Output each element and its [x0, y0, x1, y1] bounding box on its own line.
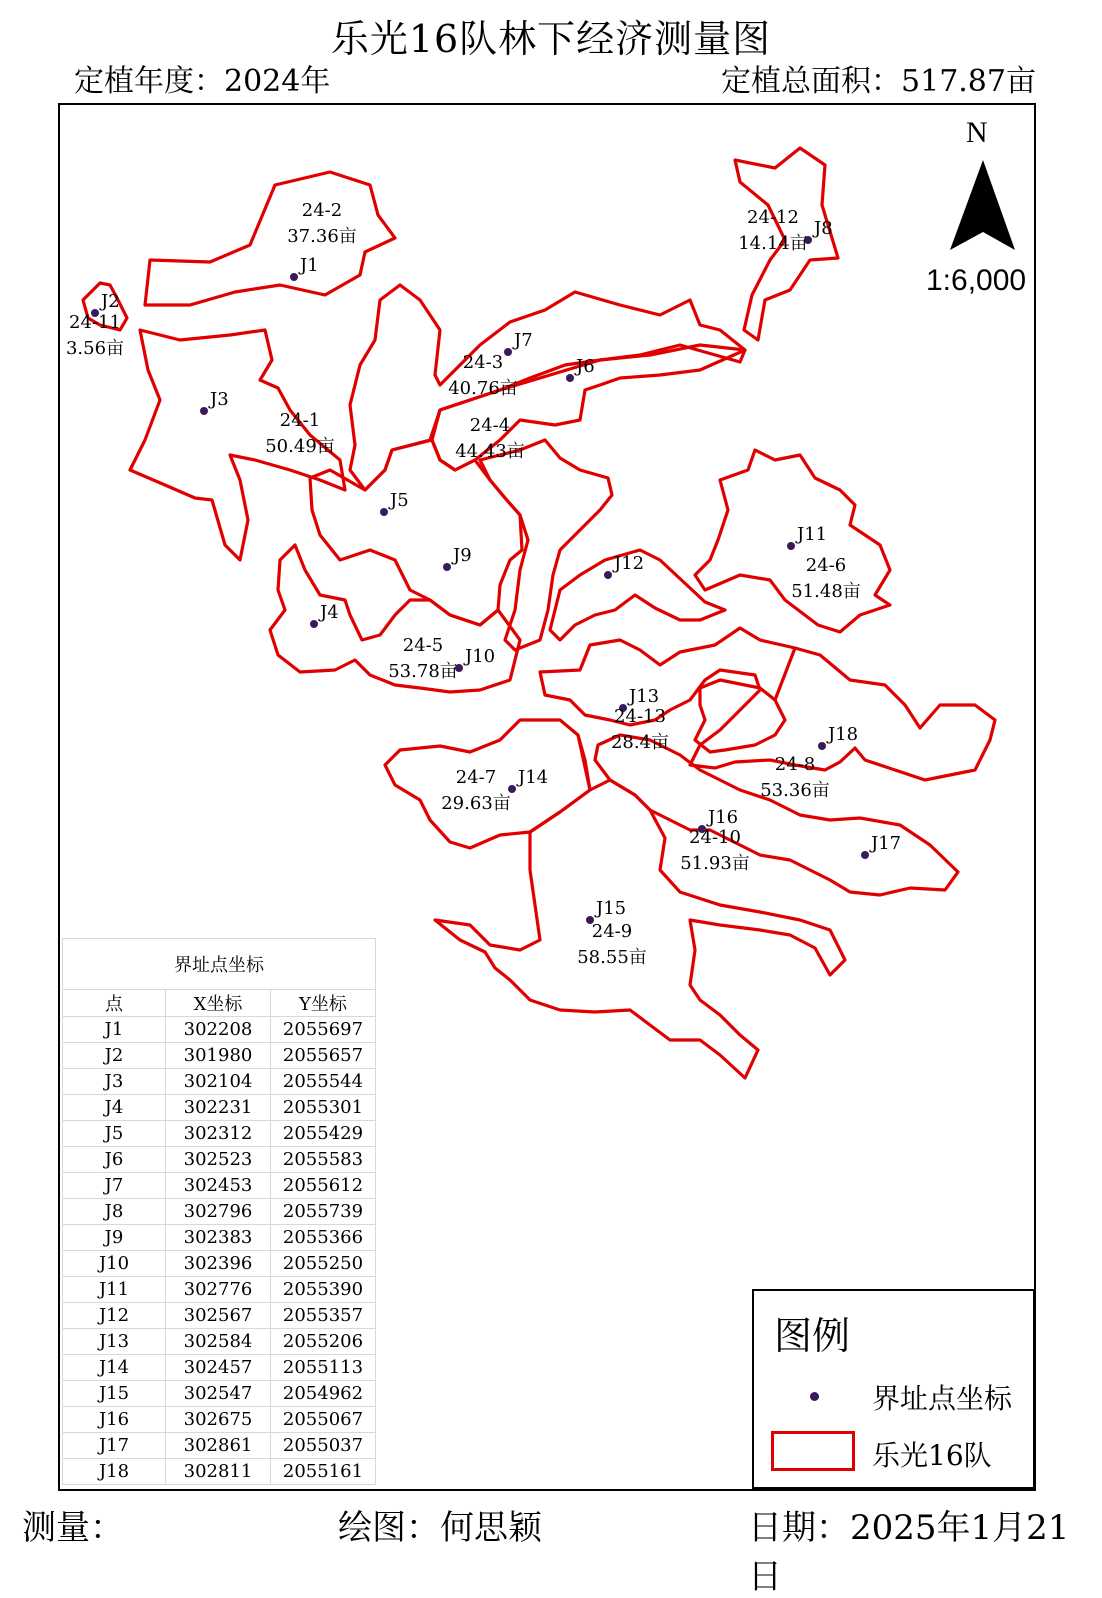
survey-point-label: J8 — [814, 218, 833, 239]
survey-point-label: J1 — [300, 255, 319, 276]
survey-point-label: J6 — [576, 356, 595, 377]
table-row — [63, 1251, 376, 1277]
legend-title: 图例 — [774, 1314, 851, 1358]
parcel-id-label: 24-11 — [69, 312, 121, 333]
footer-surveyor: 测量： — [22, 1508, 124, 1548]
legend-point-icon — [810, 1392, 819, 1401]
table-cell-x: 302796 — [166, 1199, 271, 1225]
parcel-id-label: 24-9 — [591, 921, 633, 942]
table-cell-y: 2055697 — [271, 1017, 376, 1043]
table-cell-x: 302584 — [166, 1329, 271, 1355]
parcel-area-label: 51.93亩 — [680, 853, 750, 874]
parcel-area-label: 51.48亩 — [791, 581, 861, 602]
table-cell-point: J17 — [63, 1433, 166, 1459]
table-cell-y: 2055301 — [271, 1095, 376, 1121]
survey-point-label: J13 — [629, 686, 660, 707]
table-cell-x: 302523 — [166, 1147, 271, 1173]
footer-drafter: 绘图：何思颖 — [338, 1508, 542, 1548]
legend-point-label: 界址点坐标 — [872, 1382, 1013, 1415]
table-cell-point: J1 — [63, 1017, 166, 1043]
table-row — [63, 1355, 376, 1381]
table-cell-point: J3 — [63, 1069, 166, 1095]
parcel-area-label: 40.76亩 — [448, 378, 518, 399]
table-row — [63, 1433, 376, 1459]
table-cell-x: 302453 — [166, 1173, 271, 1199]
table-cell-x: 302312 — [166, 1121, 271, 1147]
survey-point-marker — [787, 542, 795, 550]
table-cell-point: J13 — [63, 1329, 166, 1355]
table-cell-y: 2055366 — [271, 1225, 376, 1251]
table-row — [63, 1069, 376, 1095]
parcel-id-label: 24-3 — [462, 352, 504, 373]
table-cell-point: J7 — [63, 1173, 166, 1199]
table-cell-y: 2055037 — [271, 1433, 376, 1459]
survey-point-marker — [310, 620, 318, 628]
coordinate-table-body — [63, 1017, 376, 1485]
survey-point-label: J3 — [210, 389, 229, 410]
survey-point-marker — [380, 508, 388, 516]
table-cell-y: 2054962 — [271, 1381, 376, 1407]
parcel-id-label: 24-5 — [402, 635, 444, 656]
table-cell-point: J18 — [63, 1459, 166, 1485]
table-cell-x: 301980 — [166, 1043, 271, 1069]
parcel-area-label: 28.4亩 — [610, 732, 670, 753]
parcel-id-label: 24-4 — [469, 415, 511, 436]
table-cell-x: 302208 — [166, 1017, 271, 1043]
parcel-area-label: 50.49亩 — [265, 436, 335, 457]
survey-point-label: J16 — [708, 807, 739, 828]
table-cell-y: 2055583 — [271, 1147, 376, 1173]
parcel-id-label: 24-2 — [301, 200, 343, 221]
parcel-id-label: 24-8 — [774, 754, 816, 775]
table-row — [63, 1303, 376, 1329]
table-cell-y: 2055429 — [271, 1121, 376, 1147]
table-row — [63, 1095, 376, 1121]
parcel-area-label: 53.36亩 — [760, 780, 830, 801]
coordinate-table — [62, 938, 376, 1485]
survey-point-marker — [861, 851, 869, 859]
parcel-area-label: 37.36亩 — [287, 226, 357, 247]
table-cell-x: 302396 — [166, 1251, 271, 1277]
table-cell-x: 302776 — [166, 1277, 271, 1303]
table-cell-y: 2055206 — [271, 1329, 376, 1355]
table-cell-point: J6 — [63, 1147, 166, 1173]
table-cell-x: 302861 — [166, 1433, 271, 1459]
table-cell-x: 302457 — [166, 1355, 271, 1381]
parcel-area-label: 3.56亩 — [65, 338, 125, 359]
parcel-area-label: 58.55亩 — [577, 947, 647, 968]
parcel-id-label: 24-13 — [614, 706, 666, 727]
table-row — [63, 1017, 376, 1043]
parcel-id-label: 24-1 — [279, 410, 321, 431]
map-title: 乐光16队林下经济测量图 — [330, 17, 772, 61]
survey-point-label: J17 — [871, 833, 902, 854]
table-cell-x: 302104 — [166, 1069, 271, 1095]
table-row — [63, 1459, 376, 1485]
parcel-area-label: 29.63亩 — [441, 793, 511, 814]
parcel-id-label: 24-7 — [455, 767, 497, 788]
table-cell-y: 2055357 — [271, 1303, 376, 1329]
table-row — [63, 1277, 376, 1303]
table-cell-x: 302811 — [166, 1459, 271, 1485]
table-cell-point: J4 — [63, 1095, 166, 1121]
survey-point-marker — [290, 273, 298, 281]
planting-year: 定植年度：2024年 — [74, 64, 331, 99]
table-cell-point: J10 — [63, 1251, 166, 1277]
table-cell-point: J5 — [63, 1121, 166, 1147]
table-row — [63, 1407, 376, 1433]
table-cell-point: J11 — [63, 1277, 166, 1303]
table-cell-point: J2 — [63, 1043, 166, 1069]
table-cell-point: J16 — [63, 1407, 166, 1433]
table-cell-x: 302567 — [166, 1303, 271, 1329]
survey-point-label: J10 — [465, 646, 496, 667]
table-cell-point: J14 — [63, 1355, 166, 1381]
table-cell-y: 2055250 — [271, 1251, 376, 1277]
table-row — [63, 1381, 376, 1407]
parcel-area-label: 53.78亩 — [388, 661, 458, 682]
survey-point-label: J5 — [390, 490, 409, 511]
survey-point-label: J14 — [518, 767, 549, 788]
total-area: 定植总面积：517.87亩 — [721, 64, 1036, 99]
table-caption: 界址点坐标 — [63, 939, 376, 990]
survey-point-label: J11 — [797, 524, 828, 545]
footer-date: 日期：2025年1月21日 — [748, 1508, 1070, 1597]
parcel-labels — [66, 200, 861, 968]
survey-point-label: J15 — [596, 898, 627, 919]
table-cell-x: 302231 — [166, 1095, 271, 1121]
survey-point-label: J18 — [828, 724, 859, 745]
table-header-y: Y坐标 — [271, 990, 376, 1017]
parcel-id-label: 24-12 — [747, 207, 799, 228]
parcel-id-label: 24-6 — [805, 555, 847, 576]
table-cell-y: 2055161 — [271, 1459, 376, 1485]
table-row — [63, 1225, 376, 1251]
map-scale: 1:6,000 — [926, 264, 1027, 297]
table-row — [63, 1199, 376, 1225]
table-cell-point: J15 — [63, 1381, 166, 1407]
survey-point-label: J12 — [614, 553, 645, 574]
table-cell-y: 2055739 — [271, 1199, 376, 1225]
legend-area-label: 乐光16队 — [872, 1439, 992, 1472]
survey-point-marker — [508, 785, 516, 793]
parcel-id-label: 24-10 — [689, 827, 741, 848]
legend-area-icon — [771, 1431, 855, 1471]
survey-point-marker — [200, 407, 208, 415]
table-header-point: 点 — [63, 990, 166, 1017]
survey-point-label: J7 — [514, 330, 533, 351]
survey-point-label: J2 — [101, 291, 120, 312]
table-cell-y: 2055390 — [271, 1277, 376, 1303]
table-cell-y: 2055544 — [271, 1069, 376, 1095]
survey-point-marker — [818, 742, 826, 750]
table-cell-x: 302547 — [166, 1381, 271, 1407]
table-cell-point: J9 — [63, 1225, 166, 1251]
table-row — [63, 1329, 376, 1355]
table-row — [63, 1147, 376, 1173]
table-row — [63, 1121, 376, 1147]
table-row — [63, 1043, 376, 1069]
table-cell-y: 2055612 — [271, 1173, 376, 1199]
table-cell-y: 2055657 — [271, 1043, 376, 1069]
table-row — [63, 1173, 376, 1199]
parcel-area-label: 14.14亩 — [738, 233, 808, 254]
legend — [752, 1289, 1035, 1489]
survey-point-label: J4 — [320, 602, 339, 623]
table-cell-y: 2055067 — [271, 1407, 376, 1433]
table-cell-point: J12 — [63, 1303, 166, 1329]
table-header-x: X坐标 — [166, 990, 271, 1017]
table-cell-y: 2055113 — [271, 1355, 376, 1381]
survey-point-marker — [604, 571, 612, 579]
table-cell-x: 302383 — [166, 1225, 271, 1251]
table-cell-point: J8 — [63, 1199, 166, 1225]
table-cell-x: 302675 — [166, 1407, 271, 1433]
survey-points — [91, 218, 901, 924]
survey-point-marker — [504, 348, 512, 356]
survey-point-label: J9 — [453, 545, 472, 566]
survey-point-marker — [443, 563, 451, 571]
north-label: N — [966, 116, 988, 149]
survey-point-marker — [566, 374, 574, 382]
north-arrow-icon — [950, 160, 1015, 250]
parcel-area-label: 44.43亩 — [455, 441, 525, 462]
